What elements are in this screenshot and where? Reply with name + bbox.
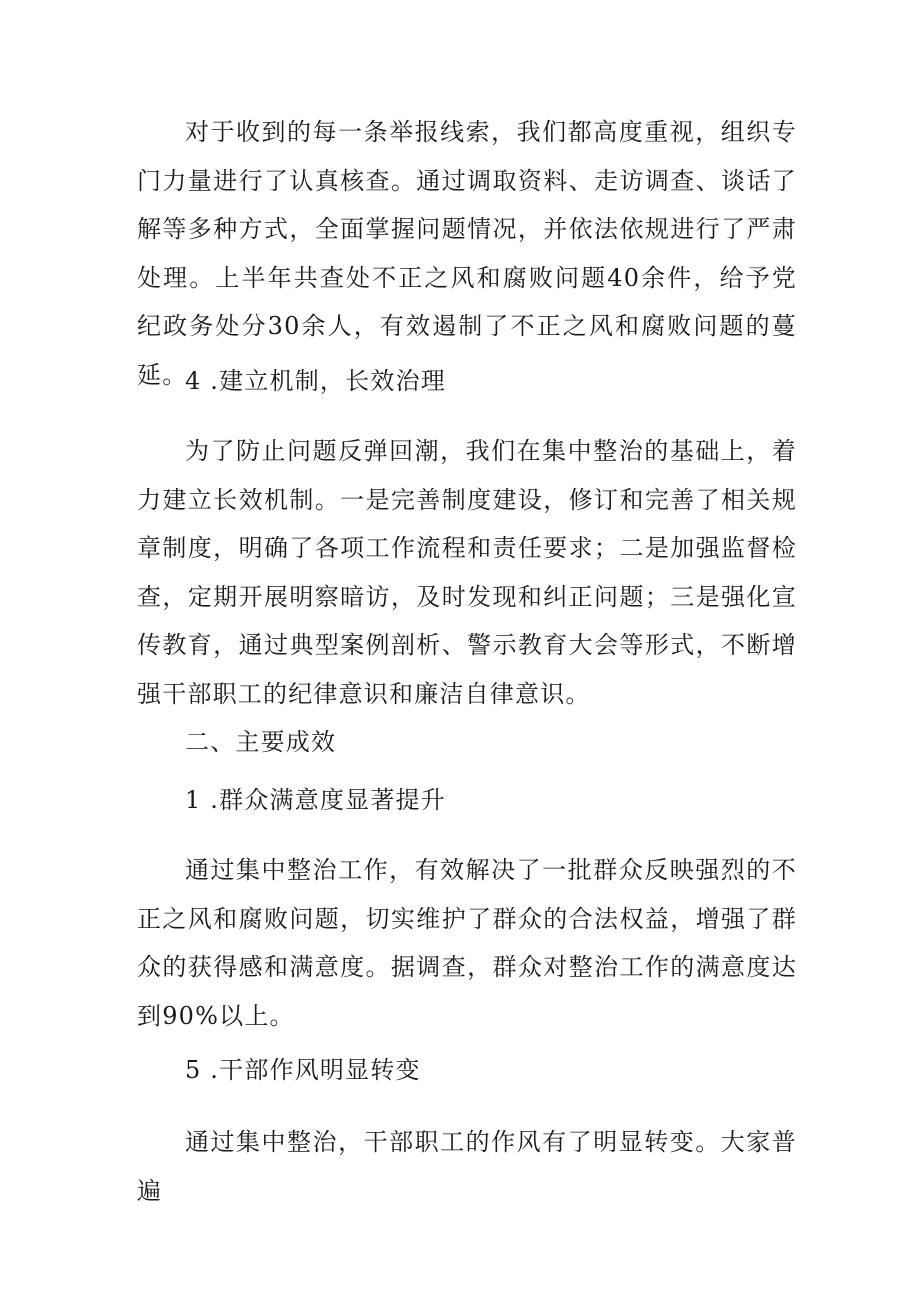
heading-cadre-style: 5 .干部作风明显转变 [185, 1056, 421, 1084]
paragraph-cadre-style: 通过集中整治，干部职工的作风有了明显转变。大家普遍 [137, 1128, 797, 1205]
paragraph-satisfaction-results: 通过集中整治工作，有效解决了一批群众反映强烈的不正之风和腐败问题，切实维护了群众的合法权益，增强了群众的获得感和满意度。据调查，群众对整治工作的满意度达到90%以上。 [137, 856, 797, 1030]
heading-establish-mechanism: 4 .建立机制，长效治理 [185, 367, 446, 395]
section-title-main-results: 二、主要成效 [185, 728, 337, 756]
heading-public-satisfaction: 1 .群众满意度显著提升 [185, 786, 446, 814]
paragraph-case-handling: 对于收到的每一条举报线索，我们都高度重视，组织专门力量进行了认真核查。通过调取资料、走访调查、谈话了解等多种方式，全面掌握问题情况，并依法依规进行了严肃处理。上半年共查处不正之风和腐败问题40余件，给予党纪政务处分30余人，有效遏制了不正之风和腐败问题的蔓延。 [137, 118, 797, 389]
paragraph-long-term-mechanism: 为了防止问题反弹回潮，我们在集中整治的基础上，着力建立长效机制。一是完善制度建设，修订和完善了相关规章制度，明确了各项工作流程和责任要求；二是加强监督检查，定期开展明察暗访，及时发现和纠正问题；三是强化宣传教育，通过典型案例剖析、警示教育大会等形式，不断增强干部职工的纪律意识和廉洁自律意识。 [137, 437, 797, 708]
